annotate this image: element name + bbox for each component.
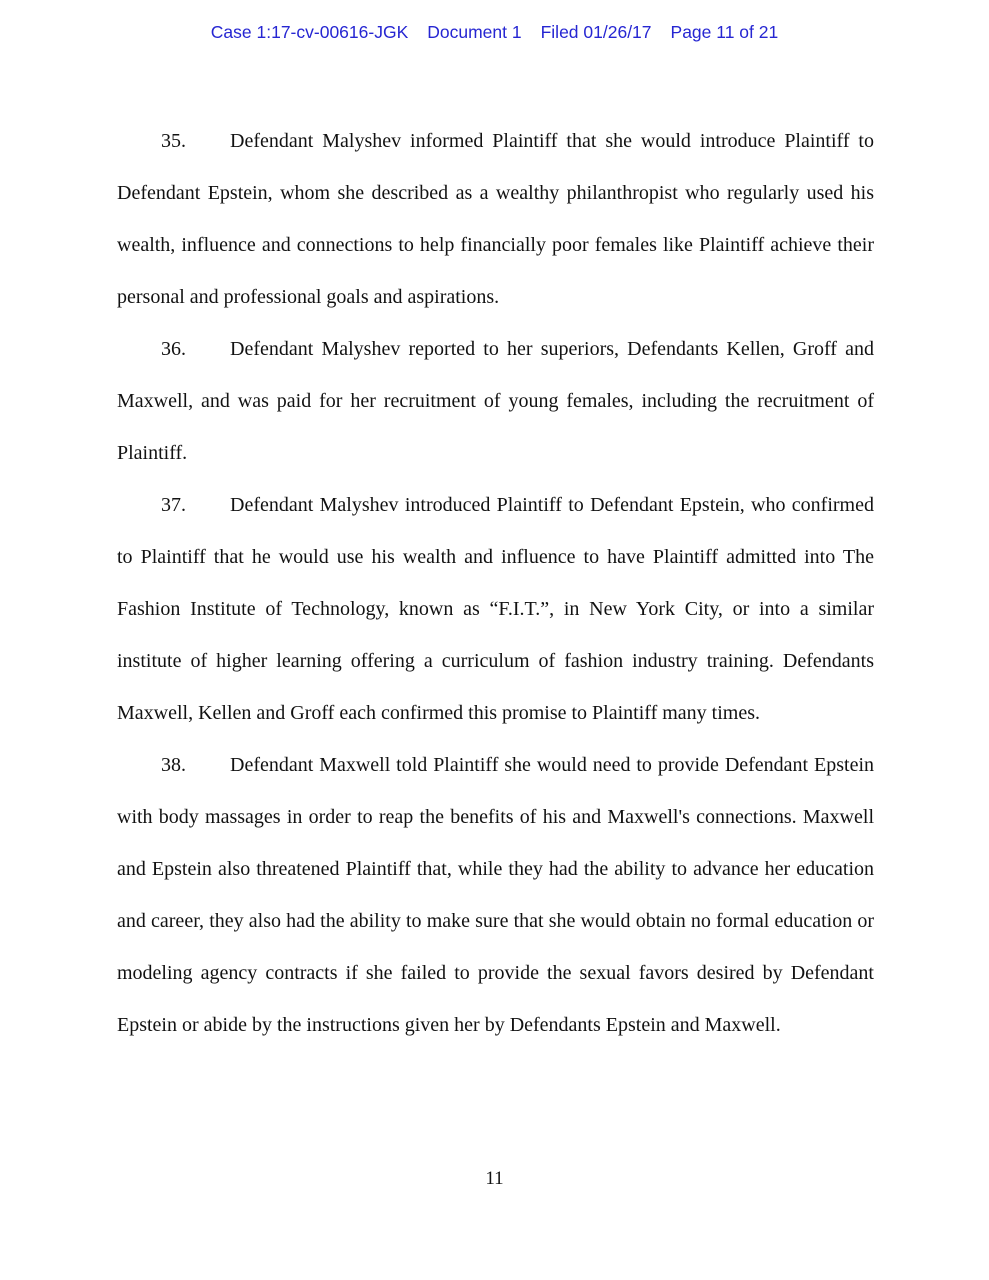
page-count: Page 11 of 21: [670, 22, 779, 42]
case-number: Case 1:17-cv-00616-JGK: [210, 22, 409, 42]
paragraph-37-number: 37.: [161, 494, 186, 516]
paragraph-35-number: 35.: [161, 130, 186, 152]
case-header-stamp: [0, 22, 989, 43]
paragraph-37-text: Defendant Malyshev introduced Plaintiff to Defendant Epstein, who confirmed to Plaintiff that he would use his wealth and influence to have Plaintiff admitted into The Fashion Institute of Technology, known as “F.I.T.”, in New York City, or into a similar institute of higher learning offering a curriculum of fashion industry training. Defendants Maxwell, Kellen and Groff each confirmed this promise to Plaintiff many times.: [117, 494, 874, 724]
paragraph-36: [117, 323, 874, 479]
paragraph-38-number: 38.: [161, 754, 186, 776]
paragraph-36-number: 36.: [161, 338, 186, 360]
paragraph-38-text: Defendant Maxwell told Plaintiff she would need to provide Defendant Epstein with body massages in order to reap the benefits of his and Maxwell's connections. Maxwell and Epstein also threatened Plaintiff that, while they had the ability to advance her education and career, they also had the ability to make sure that she would obtain no formal education or modeling agency contracts if she failed to provide the sexual favors desired by Defendant Epstein or abide by the instructions given her by Defendants Epstein and Maxwell.: [117, 754, 874, 1036]
page-number: 11: [485, 1168, 504, 1189]
paragraph-35-text: Defendant Malyshev informed Plaintiff that she would introduce Plaintiff to Defendant Epstein, whom she described as a wealthy philanthropist who regularly used his wealth, influence and connections to help financially poor females like Plaintiff achieve their personal and professional goals and aspirations.: [117, 130, 874, 308]
paragraph-38: [117, 739, 874, 1051]
paragraph-35: [117, 115, 874, 323]
document-number: Document 1: [427, 22, 522, 42]
filed-date: Filed 01/26/17: [540, 22, 652, 42]
paragraph-37: [117, 479, 874, 739]
paragraph-36-text: Defendant Malyshev reported to her superiors, Defendants Kellen, Groff and Maxwell, and was paid for her recruitment of young females, including the recruitment of Plaintiff.: [117, 338, 874, 464]
document-body: [117, 115, 874, 1051]
